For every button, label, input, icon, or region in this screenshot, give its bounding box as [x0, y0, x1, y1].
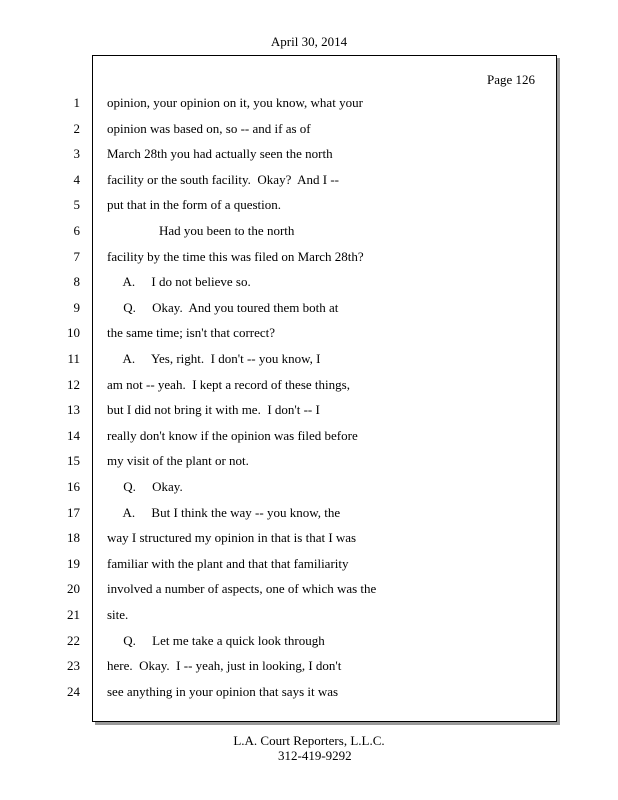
footer-phone: 312-419-9292: [278, 748, 352, 763]
transcript-line: my visit of the plant or not.: [107, 453, 249, 468]
line-number: 3: [73, 146, 80, 161]
transcript-line: Had you been to the north: [107, 223, 295, 238]
line-number: 23: [67, 658, 80, 673]
transcript-line: site.: [107, 607, 129, 622]
transcript-line: involved a number of aspects, one of which was the: [107, 581, 377, 596]
line-number: 13: [67, 402, 80, 417]
footer-company: L.A. Court Reporters, L.L.C.: [233, 733, 385, 748]
line-number: 9: [73, 300, 80, 315]
transcript-line: Q. Okay.: [107, 479, 183, 494]
line-number: 14: [67, 428, 80, 443]
line-number: 6: [73, 223, 80, 238]
transcript-line: Q. Okay. And you toured them both at: [107, 300, 339, 315]
transcript-line: Q. Let me take a quick look through: [107, 633, 325, 648]
transcript-line: really don't know if the opinion was filed before: [107, 428, 358, 443]
line-number: 4: [73, 172, 80, 187]
line-number: 16: [67, 479, 80, 494]
transcript-line: here. Okay. I -- yeah, just in looking, I don't: [107, 658, 342, 673]
line-number: 2: [73, 121, 80, 136]
line-number: 18: [67, 530, 80, 545]
line-number: 10: [67, 325, 80, 340]
line-number: 20: [67, 581, 80, 596]
line-number: 15: [67, 453, 80, 468]
line-number: 1: [73, 95, 80, 110]
transcript-line: March 28th you had actually seen the north: [107, 146, 333, 161]
transcript-line: A. But I think the way -- you know, the: [107, 505, 341, 520]
transcript-line: way I structured my opinion in that is that I was: [107, 530, 357, 545]
line-number: 7: [73, 249, 80, 264]
transcript-line: the same time; isn't that correct?: [107, 325, 276, 340]
transcript-line: A. I do not believe so.: [107, 274, 251, 289]
transcript-line: opinion, your opinion on it, you know, what your: [107, 95, 363, 110]
transcript-line: see anything in your opinion that says it was: [107, 684, 339, 699]
line-number: 24: [67, 684, 80, 699]
transcript-line: facility or the south facility. Okay? And I --: [107, 172, 340, 187]
transcript-line: opinion was based on, so -- and if as of: [107, 121, 311, 136]
page-number: Page 126: [486, 72, 535, 87]
transcript-line: put that in the form of a question.: [107, 197, 282, 212]
line-number: 5: [73, 197, 80, 212]
line-number: 17: [67, 505, 80, 520]
line-number: 12: [67, 377, 80, 392]
line-number: 22: [67, 633, 80, 648]
line-number: 21: [67, 607, 80, 622]
transcript-line: familiar with the plant and that that familiarity: [107, 556, 349, 571]
transcript-line: facility by the time this was filed on March 28th?: [107, 249, 364, 264]
line-number: 11: [67, 351, 80, 366]
transcript-line: A. Yes, right. I don't -- you know, I: [107, 351, 321, 366]
transcript-line: am not -- yeah. I kept a record of these things,: [107, 377, 350, 392]
line-number: 19: [67, 556, 80, 571]
header-date: April 30, 2014: [270, 34, 348, 49]
line-number: 8: [73, 274, 80, 289]
transcript-line: but I did not bring it with me. I don't -- I: [107, 402, 320, 417]
